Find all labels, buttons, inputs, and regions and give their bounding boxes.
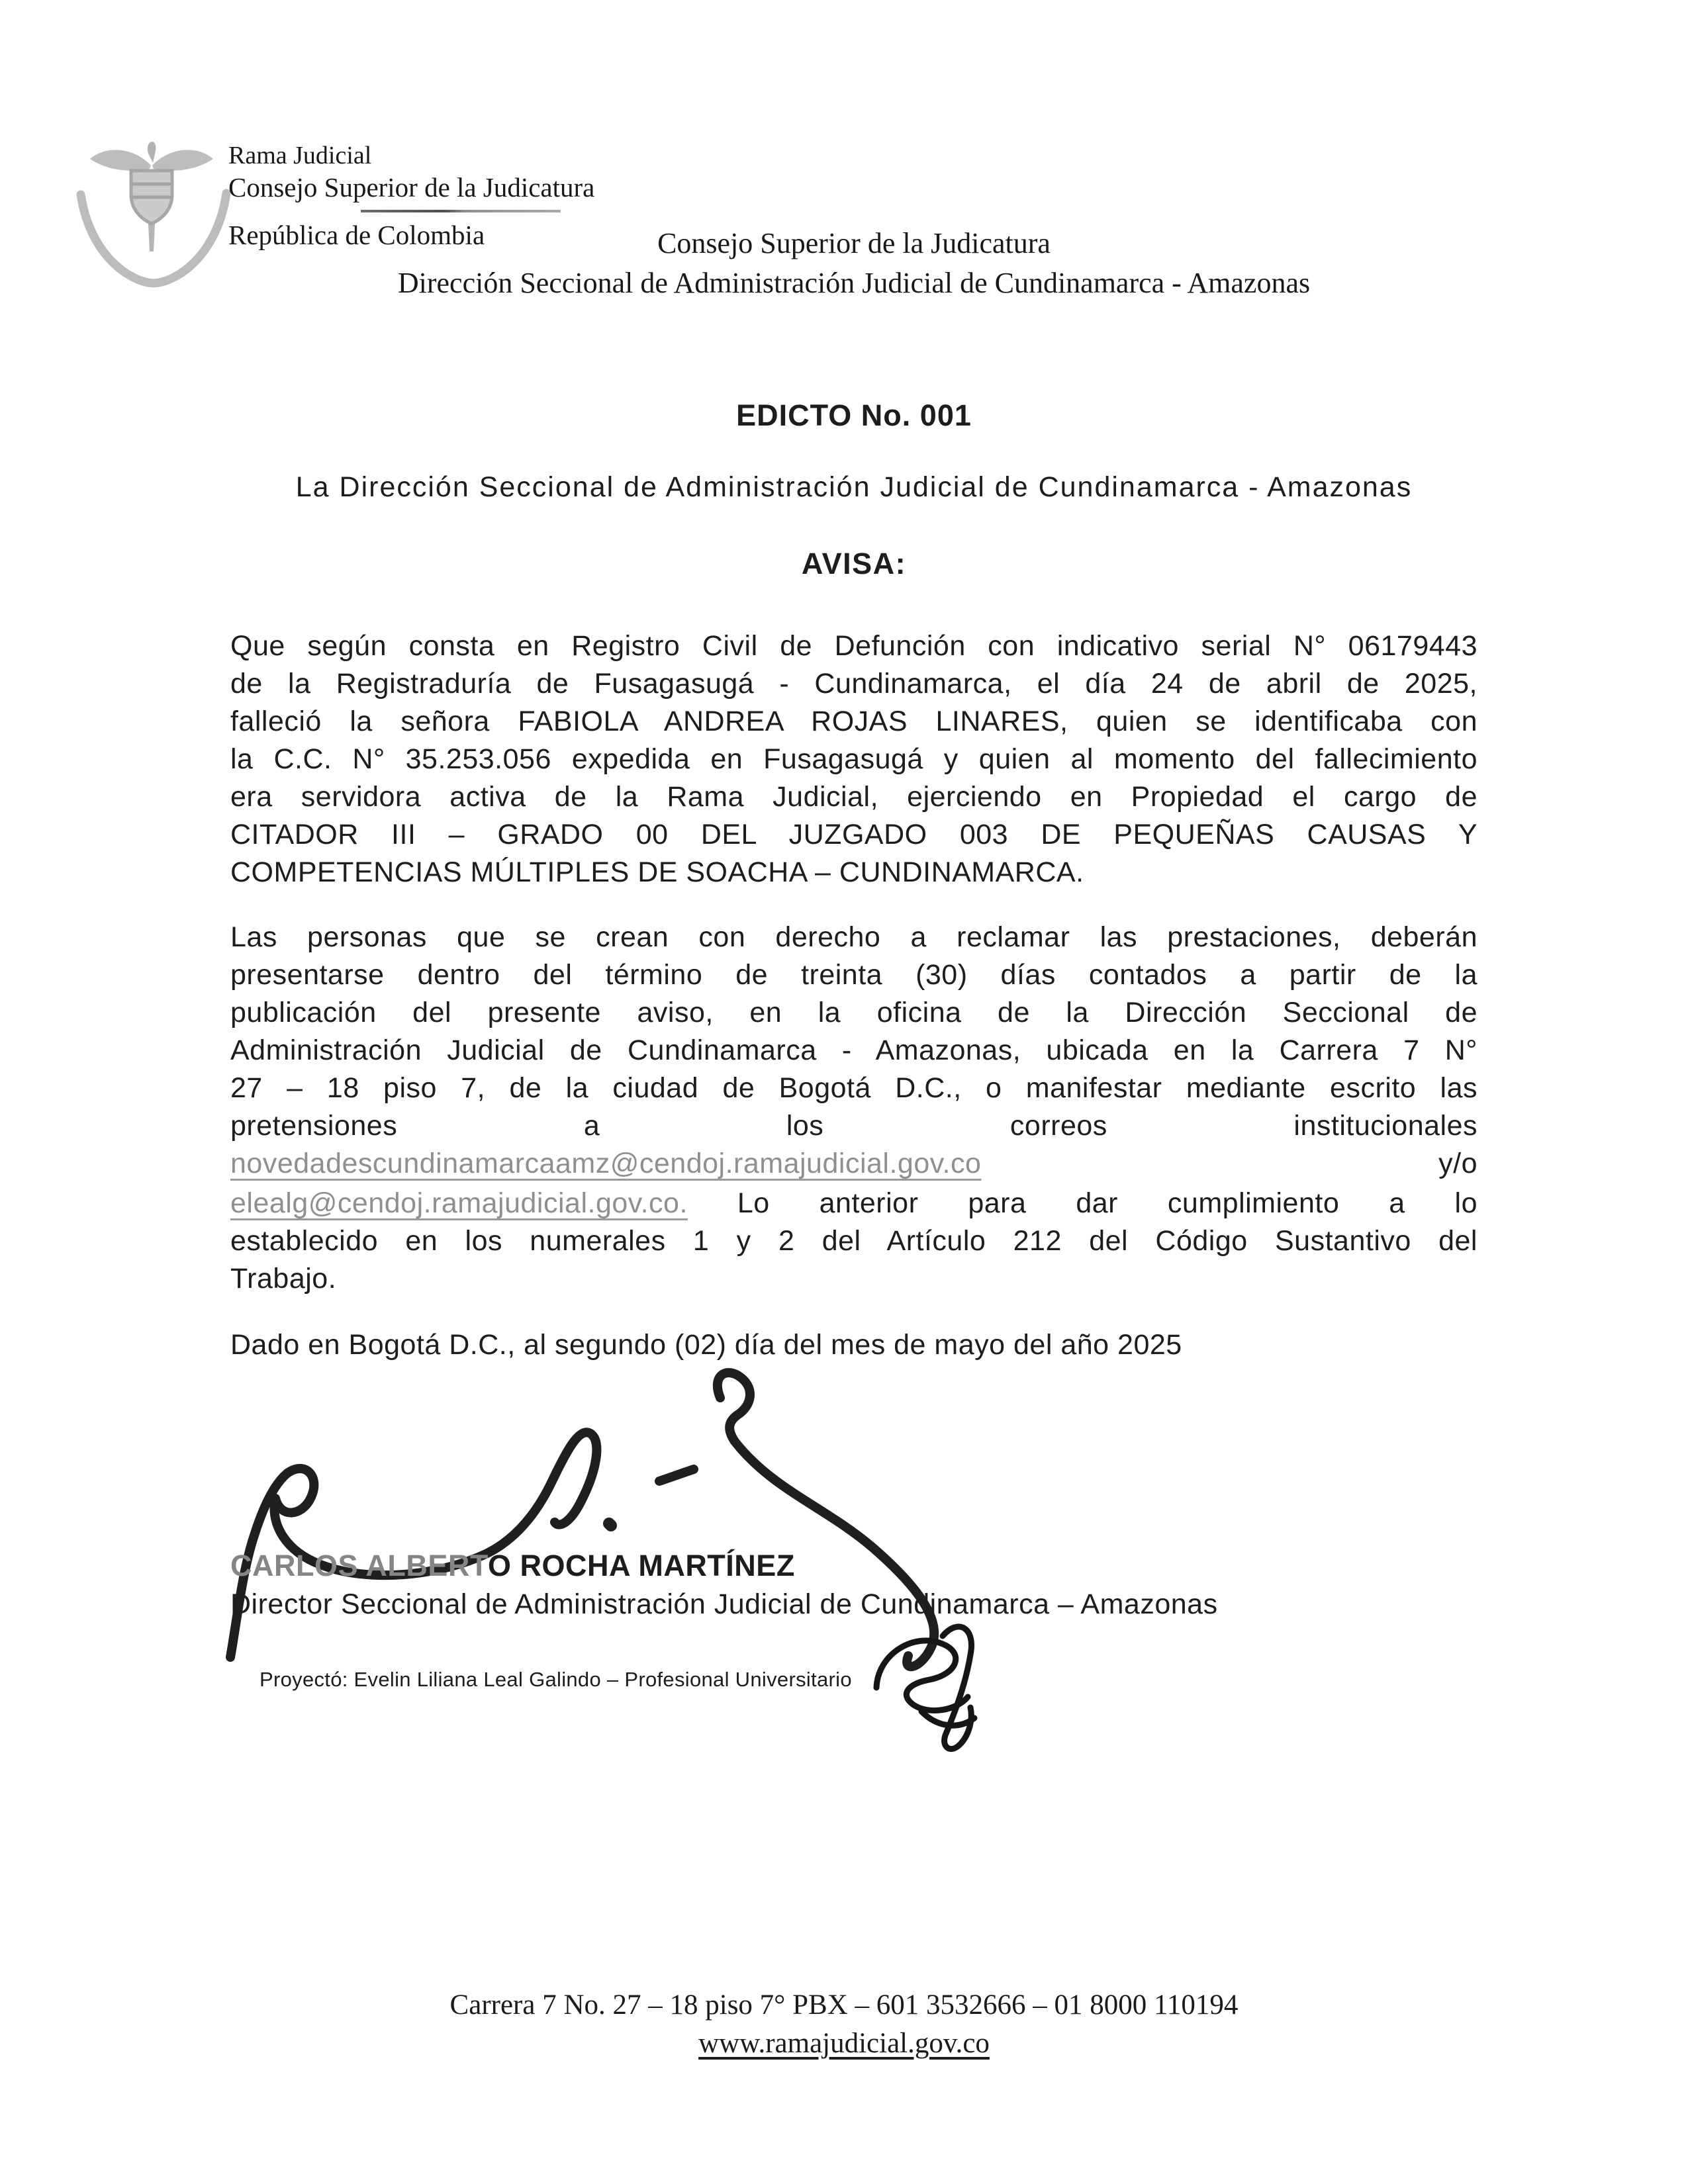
paragraph2-line: Las personas que se crean con derecho a reclamar las prestaciones, deberán — [230, 921, 1477, 953]
after-email-text: Lo anterior para dar cumplimiento a lo — [737, 1187, 1477, 1219]
avisa-label: AVISA: — [801, 547, 907, 580]
email-conjunction: y/o — [1438, 1148, 1477, 1179]
paragraph1-line: de la Registraduría de Fusagasugá - Cundinamarca, el día 24 de abril de 2025, — [230, 668, 1477, 700]
paragraph1-line: falleció la señora FABIOLA ANDREA ROJAS LINARES, quien se identificaba con — [230, 705, 1477, 737]
paragraph2-line: 27 – 18 piso 7, de la ciudad de Bogotá D.C., o manifestar mediante escrito las — [230, 1072, 1477, 1104]
paragraph1-line: la C.C. N° 35.253.056 expedida en Fusagasugá y quien al momento del fallecimiento — [230, 743, 1477, 775]
signatory-name — [230, 1549, 795, 1583]
paragraph2-email-line1 — [230, 1145, 1477, 1183]
paragraph2-line: publicación del presente aviso, en la oficina de la Dirección Seccional de — [230, 997, 1477, 1028]
website-link[interactable]: www.ramajudicial.gov.co — [698, 2028, 990, 2059]
header-right-line1: Consejo Superior de la Judicatura — [657, 227, 1051, 259]
reviewer-initials-signature-icon — [858, 1614, 997, 1752]
email-link-novedadescundinamarcaamz[interactable]: novedadescundinamarcaamz@cendoj.ramajudicial.gov.co — [230, 1148, 982, 1179]
paragraph2-line: Administración Judicial de Cundinamarca - Amazonas, ubicada en la Carrera 7 N° — [230, 1034, 1477, 1066]
signatory-role: Director Seccional de Administración Judicial de Cundinamarca – Amazonas — [230, 1588, 1218, 1620]
paragraph2-email-line2 — [230, 1185, 1477, 1222]
footer-address: Carrera 7 No. 27 – 18 piso 7° PBX – 601 3532666 – 01 8000 110194 — [449, 1989, 1239, 2021]
header-republica-colombia: República de Colombia — [228, 220, 485, 250]
signatory-name-part1: CARLOS ALBERT — [230, 1549, 488, 1582]
signatory-name-part2: O ROCHA MARTÍNEZ — [488, 1549, 795, 1582]
colombia-coat-of-arms-icon — [71, 131, 237, 306]
paragraph2-line: presentarse dentro del término de treinta (30) días contados a partir de la — [230, 959, 1477, 991]
header-divider-line — [361, 210, 561, 212]
footer-website-line — [0, 2027, 1688, 2060]
document-subtitle: La Dirección Seccional de Administración Judicial de Cundinamarca - Amazonas — [295, 471, 1413, 503]
paragraph1-line: CITADOR III – GRADO 00 DEL JUZGADO 003 DE PEQUEÑAS CAUSAS Y — [230, 819, 1477, 850]
paragraph2-spread-line: pretensiones a los correos institucionales — [230, 1110, 1477, 1142]
email-link-elealg[interactable]: elealg@cendoj.ramajudicial.gov.co. — [230, 1187, 688, 1219]
dated-line: Dado en Bogotá D.C., al segundo (02) día del mes de mayo del año 2025 — [230, 1329, 1182, 1361]
header-consejo-superior: Consejo Superior de la Judicatura — [228, 172, 595, 203]
header-right-line2: Dirección Seccional de Administración Judicial de Cundinamarca - Amazonas — [397, 267, 1311, 299]
prepared-by-line: Proyectó: Evelin Liliana Leal Galindo – Profesional Universitario — [259, 1668, 852, 1691]
header-right-block — [265, 224, 1443, 303]
document-title: EDICTO No. 001 — [736, 398, 972, 432]
paragraph2-line: Trabajo. — [230, 1263, 337, 1295]
paragraph1-line: COMPETENCIAS MÚLTIPLES DE SOACHA – CUNDINAMARCA. — [230, 856, 1084, 888]
paragraph2-line: establecido en los numerales 1 y 2 del Artículo 212 del Código Sustantivo del — [230, 1225, 1477, 1257]
director-signature-icon — [218, 1358, 986, 1715]
paragraph1-line: era servidora activa de la Rama Judicial, ejerciendo en Propiedad el cargo de — [230, 781, 1477, 813]
header-rama-judicial: Rama Judicial — [228, 142, 372, 169]
paragraph1-line: Que según consta en Registro Civil de Defunción con indicativo serial N° 06179443 — [230, 630, 1477, 662]
